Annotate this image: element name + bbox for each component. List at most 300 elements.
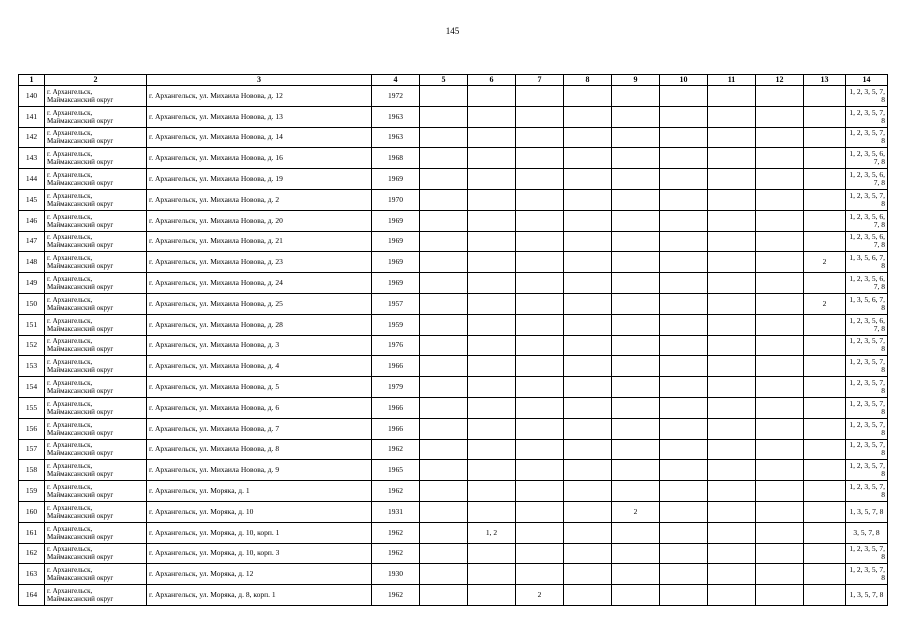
col7-cell: [516, 231, 564, 252]
col12-cell: [756, 481, 804, 502]
column-header: 4: [372, 75, 420, 86]
col12-cell: [756, 522, 804, 543]
location-line-2: Маймаксанский округ: [47, 574, 114, 583]
address-cell: г. Архангельск, ул. Михаила Новова, д. 12: [147, 86, 372, 107]
col6-cell: [468, 564, 516, 585]
col5-cell: [420, 543, 468, 564]
col11-cell: [708, 252, 756, 273]
col13-cell: [804, 460, 846, 481]
table-row: [19, 106, 888, 127]
col10-cell: [660, 86, 708, 107]
col5-cell: [420, 418, 468, 439]
col12-cell: [756, 356, 804, 377]
table-body: [19, 86, 888, 606]
col8-cell: [564, 460, 612, 481]
col10-cell: [660, 106, 708, 127]
col11-cell: [708, 273, 756, 294]
row-number: 160: [19, 501, 45, 522]
col11-cell: [708, 418, 756, 439]
year-cell: 1969: [372, 210, 420, 231]
col5-cell: [420, 481, 468, 502]
col14-cell: [846, 501, 888, 522]
col8-cell: [564, 543, 612, 564]
table-row: [19, 585, 888, 606]
col12-cell: [756, 86, 804, 107]
col10-cell: [660, 418, 708, 439]
location-cell: [45, 148, 147, 169]
location-cell: [45, 231, 147, 252]
col14-cell: [846, 418, 888, 439]
col14-cell: [846, 169, 888, 190]
col14-line-1: 1, 2, 3, 5, 7,: [849, 378, 885, 388]
col8-cell: [564, 481, 612, 502]
col12-cell: [756, 169, 804, 190]
location-line-2: Маймаксанский округ: [47, 116, 114, 125]
col11-cell: [708, 231, 756, 252]
col14-cell: [846, 231, 888, 252]
col5-cell: [420, 252, 468, 273]
col13-cell: [804, 356, 846, 377]
col6-cell: [468, 148, 516, 169]
col10-cell: [660, 231, 708, 252]
col12-cell: [756, 501, 804, 522]
address-cell: г. Архангельск, ул. Михаила Новова, д. 7: [147, 418, 372, 439]
col5-cell: [420, 127, 468, 148]
location-cell: [45, 481, 147, 502]
col6-cell: [468, 335, 516, 356]
year-cell: 1963: [372, 127, 420, 148]
col7-cell: [516, 106, 564, 127]
address-cell: г. Архангельск, ул. Михаила Новова, д. 5: [147, 377, 372, 398]
col14-line-1: 1, 2, 3, 5, 7,: [849, 107, 885, 117]
year-cell: 1962: [372, 522, 420, 543]
address-cell: г. Архангельск, ул. Моряка, д. 1: [147, 481, 372, 502]
col9-cell: [612, 439, 660, 460]
col7-cell: [516, 210, 564, 231]
location-line-1: г. Архангельск,: [47, 545, 93, 554]
location-cell: [45, 418, 147, 439]
table-row: [19, 356, 888, 377]
col14-line-2: 7, 8: [873, 282, 885, 292]
col13-cell: 2: [804, 293, 846, 314]
col14-line-2: 8: [881, 302, 885, 312]
row-number: 158: [19, 460, 45, 481]
col5-cell: [420, 335, 468, 356]
row-number: 161: [19, 522, 45, 543]
col8-cell: [564, 501, 612, 522]
col9-cell: [612, 418, 660, 439]
col6-cell: [468, 501, 516, 522]
col5-cell: [420, 273, 468, 294]
col10-cell: [660, 210, 708, 231]
col14-line-2: 7, 8: [873, 240, 885, 250]
column-header: 5: [420, 75, 468, 86]
table-row: [19, 460, 888, 481]
col12-cell: [756, 273, 804, 294]
col10-cell: [660, 169, 708, 190]
row-number: 146: [19, 210, 45, 231]
col10-cell: [660, 252, 708, 273]
col11-cell: [708, 314, 756, 335]
col10-cell: [660, 189, 708, 210]
col14-line-2: 8: [881, 490, 885, 500]
col7-cell: [516, 522, 564, 543]
row-number: 142: [19, 127, 45, 148]
column-header: 11: [708, 75, 756, 86]
col5-cell: [420, 106, 468, 127]
col14-line-1: 1, 2, 3, 5, 7,: [849, 440, 885, 450]
col11-cell: [708, 397, 756, 418]
row-number: 159: [19, 481, 45, 502]
col14-cell: [846, 439, 888, 460]
col6-cell: [468, 397, 516, 418]
col13-cell: [804, 231, 846, 252]
col10-cell: [660, 273, 708, 294]
col7-cell: [516, 418, 564, 439]
col8-cell: [564, 148, 612, 169]
location-line-1: г. Архангельск,: [47, 275, 93, 284]
col9-cell: 2: [612, 501, 660, 522]
col12-cell: [756, 585, 804, 606]
row-number: 162: [19, 543, 45, 564]
col9-cell: [612, 397, 660, 418]
col10-cell: [660, 439, 708, 460]
col8-cell: [564, 127, 612, 148]
address-cell: г. Архангельск, ул. Михаила Новова, д. 2: [147, 189, 372, 210]
location-line-2: Маймаксанский округ: [47, 553, 114, 562]
col5-cell: [420, 169, 468, 190]
col13-cell: [804, 522, 846, 543]
col6-cell: [468, 585, 516, 606]
row-number: 140: [19, 86, 45, 107]
col7-cell: [516, 564, 564, 585]
col6-cell: [468, 543, 516, 564]
location-cell: [45, 377, 147, 398]
table-row: [19, 564, 888, 585]
col5-cell: [420, 460, 468, 481]
col7-cell: [516, 314, 564, 335]
location-line-2: Маймаксанский округ: [47, 491, 114, 500]
location-line-1: г. Архангельск,: [47, 566, 93, 575]
table-row: [19, 314, 888, 335]
col12-cell: [756, 460, 804, 481]
location-line-1: г. Архангельск,: [47, 233, 93, 242]
col14-line-1: 1, 2, 3, 5, 7,: [849, 461, 885, 471]
col14-cell: [846, 377, 888, 398]
location-line-2: Маймаксанский округ: [47, 470, 114, 479]
col6-cell: [468, 439, 516, 460]
year-cell: 1970: [372, 189, 420, 210]
address-cell: г. Архангельск, ул. Моряка, д. 12: [147, 564, 372, 585]
col6-cell: [468, 106, 516, 127]
col14-line-1: 3, 5, 7, 8: [853, 527, 880, 537]
location-line-1: г. Архангельск,: [47, 441, 93, 450]
col7-cell: [516, 439, 564, 460]
year-cell: 1968: [372, 148, 420, 169]
col6-cell: [468, 252, 516, 273]
col11-cell: [708, 460, 756, 481]
col14-line-2: 8: [881, 198, 885, 208]
data-table: [18, 74, 888, 606]
col11-cell: [708, 585, 756, 606]
location-line-1: г. Архангельск,: [47, 462, 93, 471]
location-line-1: г. Архангельск,: [47, 150, 93, 159]
col9-cell: [612, 148, 660, 169]
location-line-1: г. Архангельск,: [47, 337, 93, 346]
col9-cell: [612, 522, 660, 543]
year-cell: 1962: [372, 585, 420, 606]
location-line-1: г. Архангельск,: [47, 379, 93, 388]
col12-cell: [756, 231, 804, 252]
col14-line-2: 8: [881, 365, 885, 375]
col14-line-1: 1, 2, 3, 5, 7,: [849, 86, 885, 96]
col5-cell: [420, 356, 468, 377]
col9-cell: [612, 460, 660, 481]
col12-cell: [756, 418, 804, 439]
address-cell: г. Архангельск, ул. Михаила Новова, д. 4: [147, 356, 372, 377]
col8-cell: [564, 231, 612, 252]
year-cell: 1959: [372, 314, 420, 335]
col14-cell: [846, 356, 888, 377]
column-header: 7: [516, 75, 564, 86]
location-cell: [45, 335, 147, 356]
col11-cell: [708, 564, 756, 585]
year-cell: 1972: [372, 86, 420, 107]
row-number: 149: [19, 273, 45, 294]
year-cell: 1969: [372, 231, 420, 252]
col14-cell: [846, 189, 888, 210]
location-line-2: Маймаксанский округ: [47, 345, 114, 354]
col9-cell: [612, 356, 660, 377]
address-cell: г. Архангельск, ул. Михаила Новова, д. 3: [147, 335, 372, 356]
col14-line-1: 1, 2, 3, 5, 6,: [849, 170, 885, 180]
table-row: [19, 252, 888, 273]
col9-cell: [612, 564, 660, 585]
col14-line-1: 1, 2, 3, 5, 7,: [849, 128, 885, 138]
col14-line-2: 8: [881, 136, 885, 146]
address-cell: г. Архангельск, ул. Михаила Новова, д. 16: [147, 148, 372, 169]
col14-cell: [846, 210, 888, 231]
location-line-2: Маймаксанский округ: [47, 95, 114, 104]
location-line-2: Маймаксанский округ: [47, 407, 114, 416]
col13-cell: [804, 585, 846, 606]
col5-cell: [420, 585, 468, 606]
location-cell: [45, 522, 147, 543]
col7-cell: [516, 543, 564, 564]
col12-cell: [756, 397, 804, 418]
col14-line-1: 1, 2, 3, 5, 7,: [849, 398, 885, 408]
col10-cell: [660, 335, 708, 356]
location-line-2: Маймаксанский округ: [47, 158, 114, 167]
col9-cell: [612, 293, 660, 314]
col14-cell: [846, 397, 888, 418]
col6-cell: [468, 231, 516, 252]
col14-line-1: 1, 2, 3, 5, 7,: [849, 482, 885, 492]
location-line-1: г. Архангельск,: [47, 171, 93, 180]
col5-cell: [420, 397, 468, 418]
col5-cell: [420, 231, 468, 252]
col9-cell: [612, 543, 660, 564]
location-cell: [45, 501, 147, 522]
col8-cell: [564, 439, 612, 460]
year-cell: 1963: [372, 106, 420, 127]
location-cell: [45, 397, 147, 418]
row-number: 163: [19, 564, 45, 585]
row-number: 144: [19, 169, 45, 190]
col14-cell: [846, 127, 888, 148]
col14-line-1: 1, 2, 3, 5, 7,: [849, 190, 885, 200]
col14-cell: [846, 481, 888, 502]
location-line-1: г. Архангельск,: [47, 254, 93, 263]
col9-cell: [612, 481, 660, 502]
col13-cell: [804, 210, 846, 231]
col11-cell: [708, 148, 756, 169]
col7-cell: [516, 127, 564, 148]
col14-line-2: 8: [881, 115, 885, 125]
col8-cell: [564, 210, 612, 231]
col13-cell: [804, 501, 846, 522]
col12-cell: [756, 335, 804, 356]
location-line-2: Маймаксанский округ: [47, 511, 114, 520]
col14-cell: [846, 522, 888, 543]
col9-cell: [612, 273, 660, 294]
address-cell: г. Архангельск, ул. Михаила Новова, д. 28: [147, 314, 372, 335]
table-row: [19, 501, 888, 522]
col10-cell: [660, 356, 708, 377]
address-cell: г. Архангельск, ул. Моряка, д. 10, корп. 1: [147, 522, 372, 543]
col12-cell: [756, 543, 804, 564]
col10-cell: [660, 585, 708, 606]
col11-cell: [708, 481, 756, 502]
col7-cell: [516, 377, 564, 398]
address-cell: г. Архангельск, ул. Михаила Новова, д. 25: [147, 293, 372, 314]
col14-line-1: 1, 2, 3, 5, 6,: [849, 211, 885, 221]
address-cell: г. Архангельск, ул. Моряка, д. 8, корп. 1: [147, 585, 372, 606]
col6-cell: [468, 273, 516, 294]
location-cell: [45, 189, 147, 210]
address-cell: г. Архангельск, ул. Михаила Новова, д. 20: [147, 210, 372, 231]
col14-line-1: 1, 2, 3, 5, 6,: [849, 315, 885, 325]
col14-line-2: 8: [881, 386, 885, 396]
col13-cell: [804, 397, 846, 418]
col14-line-1: 1, 2, 3, 5, 7,: [849, 357, 885, 367]
col7-cell: [516, 481, 564, 502]
col8-cell: [564, 86, 612, 107]
col7-cell: [516, 335, 564, 356]
column-header: 12: [756, 75, 804, 86]
location-line-2: Маймаксанский округ: [47, 532, 114, 541]
col12-cell: [756, 148, 804, 169]
col10-cell: [660, 543, 708, 564]
col13-cell: [804, 481, 846, 502]
col13-cell: [804, 543, 846, 564]
col6-cell: [468, 314, 516, 335]
location-line-2: Маймаксанский округ: [47, 595, 114, 604]
col6-cell: [468, 481, 516, 502]
location-cell: [45, 273, 147, 294]
table-row: [19, 481, 888, 502]
location-line-2: Маймаксанский округ: [47, 387, 114, 396]
col14-line-2: 8: [881, 261, 885, 271]
year-cell: 1962: [372, 543, 420, 564]
col9-cell: [612, 127, 660, 148]
location-cell: [45, 86, 147, 107]
col8-cell: [564, 564, 612, 585]
col14-line-2: 8: [881, 552, 885, 562]
col6-cell: [468, 377, 516, 398]
location-cell: [45, 314, 147, 335]
col13-cell: [804, 564, 846, 585]
col5-cell: [420, 439, 468, 460]
col8-cell: [564, 169, 612, 190]
col14-line-1: 1, 2, 3, 5, 7,: [849, 544, 885, 554]
col11-cell: [708, 127, 756, 148]
col9-cell: [612, 585, 660, 606]
location-line-1: г. Архангельск,: [47, 399, 93, 408]
table-row: [19, 86, 888, 107]
year-cell: 1976: [372, 335, 420, 356]
col10-cell: [660, 127, 708, 148]
col14-cell: [846, 273, 888, 294]
col7-cell: [516, 169, 564, 190]
row-number: 154: [19, 377, 45, 398]
year-cell: 1966: [372, 356, 420, 377]
address-cell: г. Архангельск, ул. Михаила Новова, д. 23: [147, 252, 372, 273]
col11-cell: [708, 210, 756, 231]
location-line-2: Маймаксанский округ: [47, 303, 114, 312]
location-line-2: Маймаксанский округ: [47, 241, 114, 250]
col12-cell: [756, 210, 804, 231]
location-line-1: г. Архангельск,: [47, 587, 93, 596]
col7-cell: [516, 397, 564, 418]
location-cell: [45, 543, 147, 564]
year-cell: 1966: [372, 397, 420, 418]
col11-cell: [708, 293, 756, 314]
location-line-2: Маймаксанский округ: [47, 220, 114, 229]
location-line-2: Маймаксанский округ: [47, 449, 114, 458]
year-cell: 1931: [372, 501, 420, 522]
table-row: [19, 231, 888, 252]
location-line-1: г. Архангельск,: [47, 129, 93, 138]
col13-cell: [804, 148, 846, 169]
col10-cell: [660, 460, 708, 481]
col14-line-2: 8: [881, 94, 885, 104]
col11-cell: [708, 169, 756, 190]
location-line-1: г. Архангельск,: [47, 295, 93, 304]
location-cell: [45, 564, 147, 585]
year-cell: 1969: [372, 252, 420, 273]
table-row: [19, 148, 888, 169]
col8-cell: [564, 335, 612, 356]
col8-cell: [564, 397, 612, 418]
col10-cell: [660, 377, 708, 398]
row-number: 148: [19, 252, 45, 273]
year-cell: 1965: [372, 460, 420, 481]
col13-cell: [804, 106, 846, 127]
col10-cell: [660, 314, 708, 335]
location-cell: [45, 127, 147, 148]
col11-cell: [708, 377, 756, 398]
col10-cell: [660, 481, 708, 502]
col8-cell: [564, 356, 612, 377]
col9-cell: [612, 86, 660, 107]
col14-cell: [846, 585, 888, 606]
col9-cell: [612, 189, 660, 210]
col5-cell: [420, 314, 468, 335]
location-line-2: Маймаксанский округ: [47, 137, 114, 146]
table-row: [19, 293, 888, 314]
col14-line-1: 1, 2, 3, 5, 6,: [849, 149, 885, 159]
